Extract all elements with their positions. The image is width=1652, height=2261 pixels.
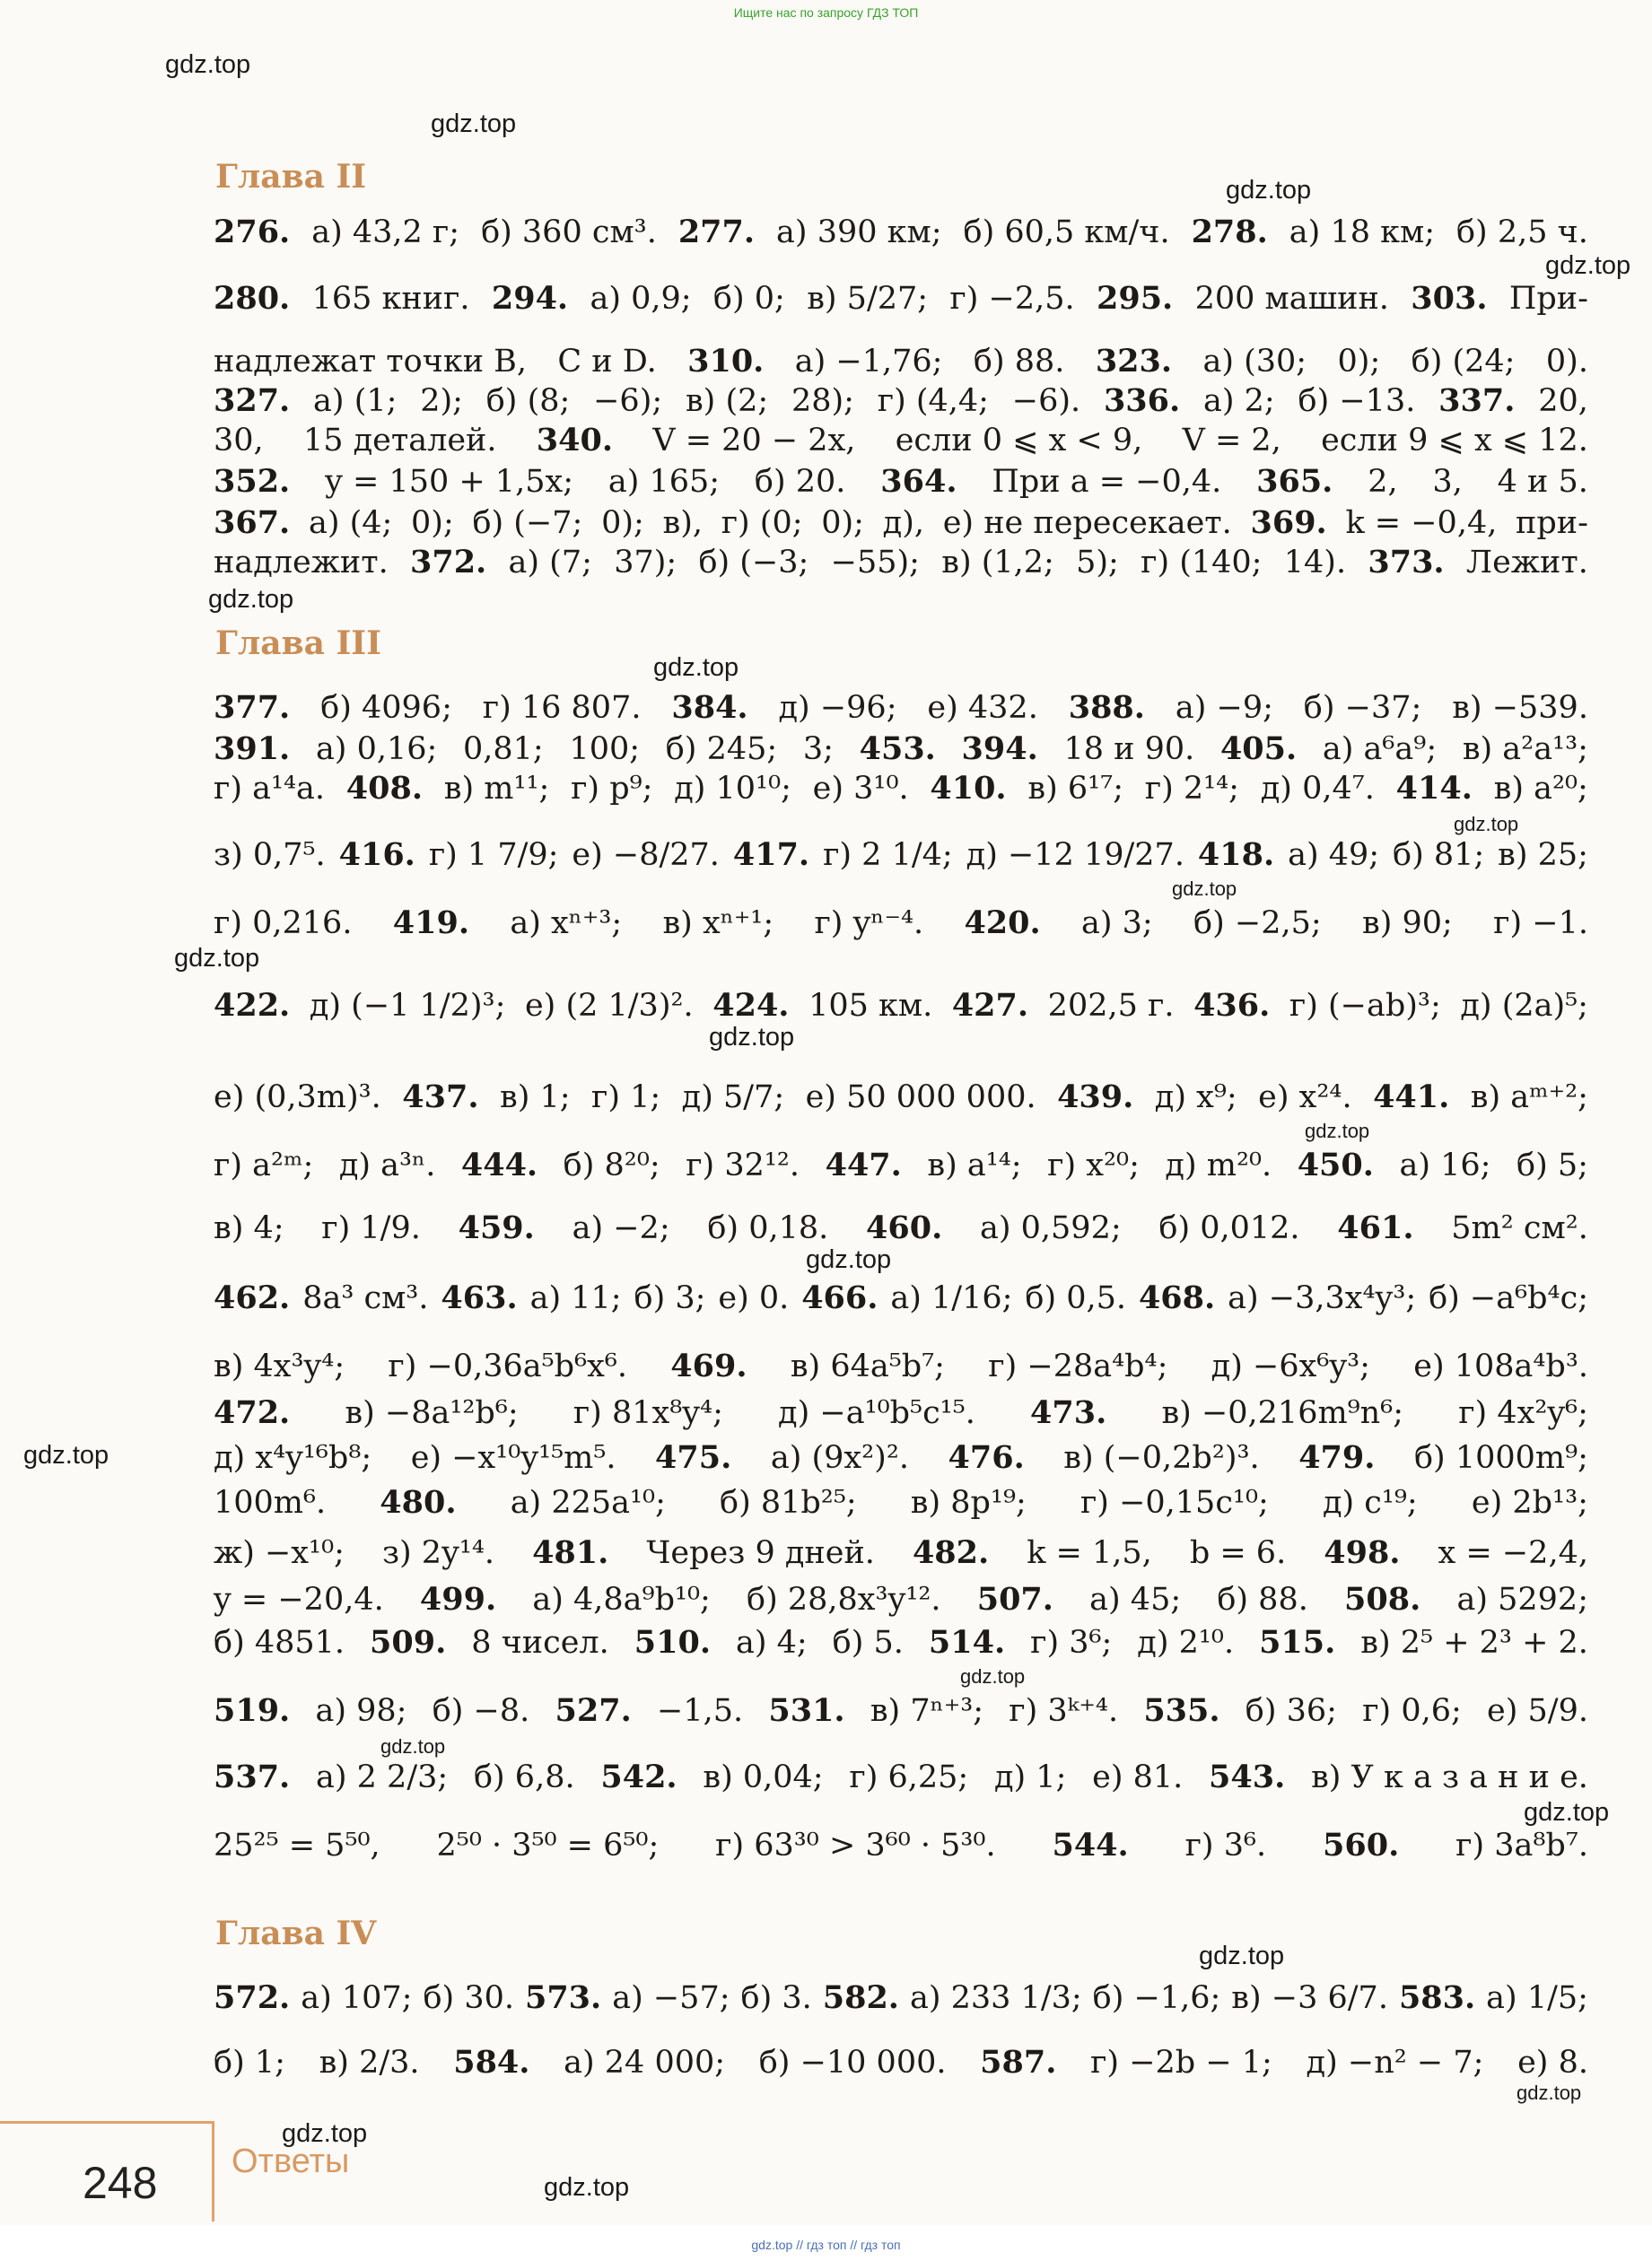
watermark: gdz.top [1199,1942,1285,1970]
answer-line: в) 4x³y⁴; г) −0,36a⁵b⁶x⁶. 469. в) 64a⁵b⁷; г) −28a⁴b⁴; д) −6x⁶y³; е) 108a⁴b³. [214,1348,1588,1384]
footer-frame-line [212,2121,214,2222]
watermark: gdz.top [960,1665,1026,1688]
chapter-heading: Глава II [215,158,367,196]
answer-line: 280. 165 книг. 294. а) 0,9; б) 0; в) 5/27; г) −2,5. 295. 200 машин. 303. При- [214,280,1588,317]
footer-frame-line [0,2121,214,2124]
answer-line: 100m⁶. 480. а) 225a¹⁰; б) 81b²⁵; в) 8p¹⁹; г) −0,15c¹⁰; д) c¹⁹; е) 2b¹³; [214,1484,1588,1521]
answer-line: б) 4851. 509. 8 чисел. 510. а) 4; б) 5. 514. г) 3⁶; д) 2¹⁰. 515. в) 2⁵ + 2³ + 2. [214,1624,1588,1661]
watermark: gdz.top [1454,813,1519,835]
answer-line: 537. а) 2 2/3; б) 6,8. 542. в) 0,04; г) 6,25; д) 1; е) 81. 543. в) У к а з а н и е. [214,1759,1588,1795]
watermark: gdz.top [653,653,739,682]
chapter-heading: Глава IV [215,1915,377,1952]
answer-line: 327. а) (1; 2); б) (8; −6); в) (2; 28); г) (4,4; −6). 336. а) 2; б) −13. 337. 20, [214,382,1588,419]
answer-line: ж) −x¹⁰; з) 2y¹⁴. 481. Через 9 дней. 482. k = 1,5, b = 6. 498. x = −2,4, [214,1534,1588,1571]
answer-line: 572. а) 107; б) 30. 573. а) −57; б) 3. 582. а) 233 1/3; б) −1,6; в) −3 6/7. 583. а) 1/5; [214,1979,1588,2016]
watermark: gdz.top [544,2173,630,2202]
answer-line: y = −20,4. 499. а) 4,8a⁹b¹⁰; б) 28,8x³y¹². 507. а) 45; б) 88. 508. а) 5292; [214,1581,1588,1618]
watermark: gdz.top [1545,251,1631,280]
answer-line: г) a¹⁴a. 408. в) m¹¹; г) p⁹; д) 10¹⁰; е) 3¹⁰. 410. в) 6¹⁷; г) 2¹⁴; д) 0,4⁷. 414. в) a²⁰; [214,770,1588,807]
answer-line: 25²⁵ = 5⁵⁰, 2⁵⁰ · 3⁵⁰ = 6⁵⁰; г) 63³⁰ > 3⁶⁰ · 5³⁰. 544. г) 3⁶. 560. г) 3a⁸b⁷. [214,1827,1588,1864]
answer-line: 472. в) −8a¹²b⁶; г) 81x⁸y⁴; д) −a¹⁰b⁵c¹⁵. 473. в) −0,216m⁹n⁶; г) 4x²y⁶; [214,1394,1588,1431]
answer-line: 30, 15 деталей. 340. V = 20 − 2x, если 0 ⩽ x < 9, V = 2, если 9 ⩽ x ⩽ 12. [214,422,1588,458]
answer-line: в) 4; г) 1/9. 459. а) −2; б) 0,18. 460. а) 0,592; б) 0,012. 461. 5m² см². [214,1209,1588,1246]
watermark: gdz.top [380,1735,446,1758]
chapter-heading: Глава III [215,624,381,662]
watermark: gdz.top [806,1245,892,1274]
answer-line: з) 0,7⁵. 416. г) 1 7/9; е) −8/27. 417. г) 2 1/4; д) −12 19/27. 418. а) 49; б) 81; в) 25; [214,836,1588,873]
answer-line: 519. а) 98; б) −8. 527. −1,5. 531. в) 7ⁿ⁺³; г) 3ᵏ⁺⁴. 535. б) 36; г) 0,6; е) 5/9. [214,1692,1588,1729]
footer-banner[interactable]: gdz.top // гдз топ // гдз топ [751,2238,901,2252]
page-number: 248 [83,2158,158,2208]
answer-line: д) x⁴y¹⁶b⁸; е) −x¹⁰y¹⁵m⁵. 475. а) (9x²)². 476. в) (−0,2b²)³. 479. б) 1000m⁹; [214,1439,1588,1476]
watermark: gdz.top [208,585,294,614]
answer-line: г) 0,216. 419. а) xⁿ⁺³; в) xⁿ⁺¹; г) yⁿ⁻⁴. 420. а) 3; б) −2,5; в) 90; г) −1. [214,904,1588,941]
watermark: gdz.top [431,109,517,138]
watermark: gdz.top [1305,1120,1370,1142]
answer-line: 377. б) 4096; г) 16 807. 384. д) −96; е) 432. 388. а) −9; б) −37; в) −539. [214,689,1588,726]
search-banner[interactable]: Ищите нас по запросу ГДЗ ТОП [733,5,919,20]
answer-line: б) 1; в) 2/3. 584. а) 24 000; б) −10 000. 587. г) −2b − 1; д) −n² − 7; е) 8. [214,2044,1588,2081]
answer-line: 352. y = 150 + 1,5x; а) 165; б) 20. 364. При a = −0,4. 365. 2, 3, 4 и 5. [214,463,1588,500]
watermark: gdz.top [23,1441,109,1470]
watermark: gdz.top [1226,176,1312,205]
answer-line: надлежат точки B, C и D. 310. а) −1,76; б) 88. 323. а) (30; 0); б) (24; 0). [214,343,1588,380]
watermark: gdz.top [1524,1798,1610,1827]
section-label: Ответы [232,2143,350,2180]
answer-line: 391. а) 0,16; 0,81; 100; б) 245; 3; 453. 394. 18 и 90. 405. а) a⁶a⁹; в) a²a¹³; [214,730,1588,767]
answer-line: е) (0,3m)³. 437. в) 1; г) 1; д) 5/7; е) 50 000 000. 439. д) x⁹; е) x²⁴. 441. в) aᵐ⁺²; [214,1078,1588,1115]
watermark: gdz.top [165,50,251,79]
answer-line: 367. а) (4; 0); б) (−7; 0); в), г) (0; 0); д), е) не пересекает. 369. k = −0,4, при- [214,504,1588,541]
watermark: gdz.top [709,1023,795,1052]
watermark: gdz.top [282,2119,368,2148]
answer-line: надлежит. 372. а) (7; 37); б) (−3; −55); в) (1,2; 5); г) (140; 14). 373. Лежит. [214,544,1588,581]
answer-line: 422. д) (−1 1/2)³; е) (2 1/3)². 424. 105 км. 427. 202,5 г. 436. г) (−ab)³; д) (2a)⁵; [214,987,1588,1024]
watermark: gdz.top [174,944,260,973]
watermark: gdz.top [1172,877,1237,900]
answer-line: 276. а) 43,2 г; б) 360 см³. 277. а) 390 км; б) 60,5 км/ч. 278. а) 18 км; б) 2,5 ч. [214,214,1588,250]
answer-line: 462. 8a³ см³. 463. а) 11; б) 3; е) 0. 466. а) 1/16; б) 0,5. 468. а) −3,3x⁴y³; б) −a⁶b⁴c; [214,1279,1588,1316]
answer-line: г) a²ᵐ; д) a³ⁿ. 444. б) 8²⁰; г) 32¹². 447. в) a¹⁴; г) x²⁰; д) m²⁰. 450. а) 16; б) 5; [214,1147,1588,1183]
watermark: gdz.top [1517,2082,1582,2104]
